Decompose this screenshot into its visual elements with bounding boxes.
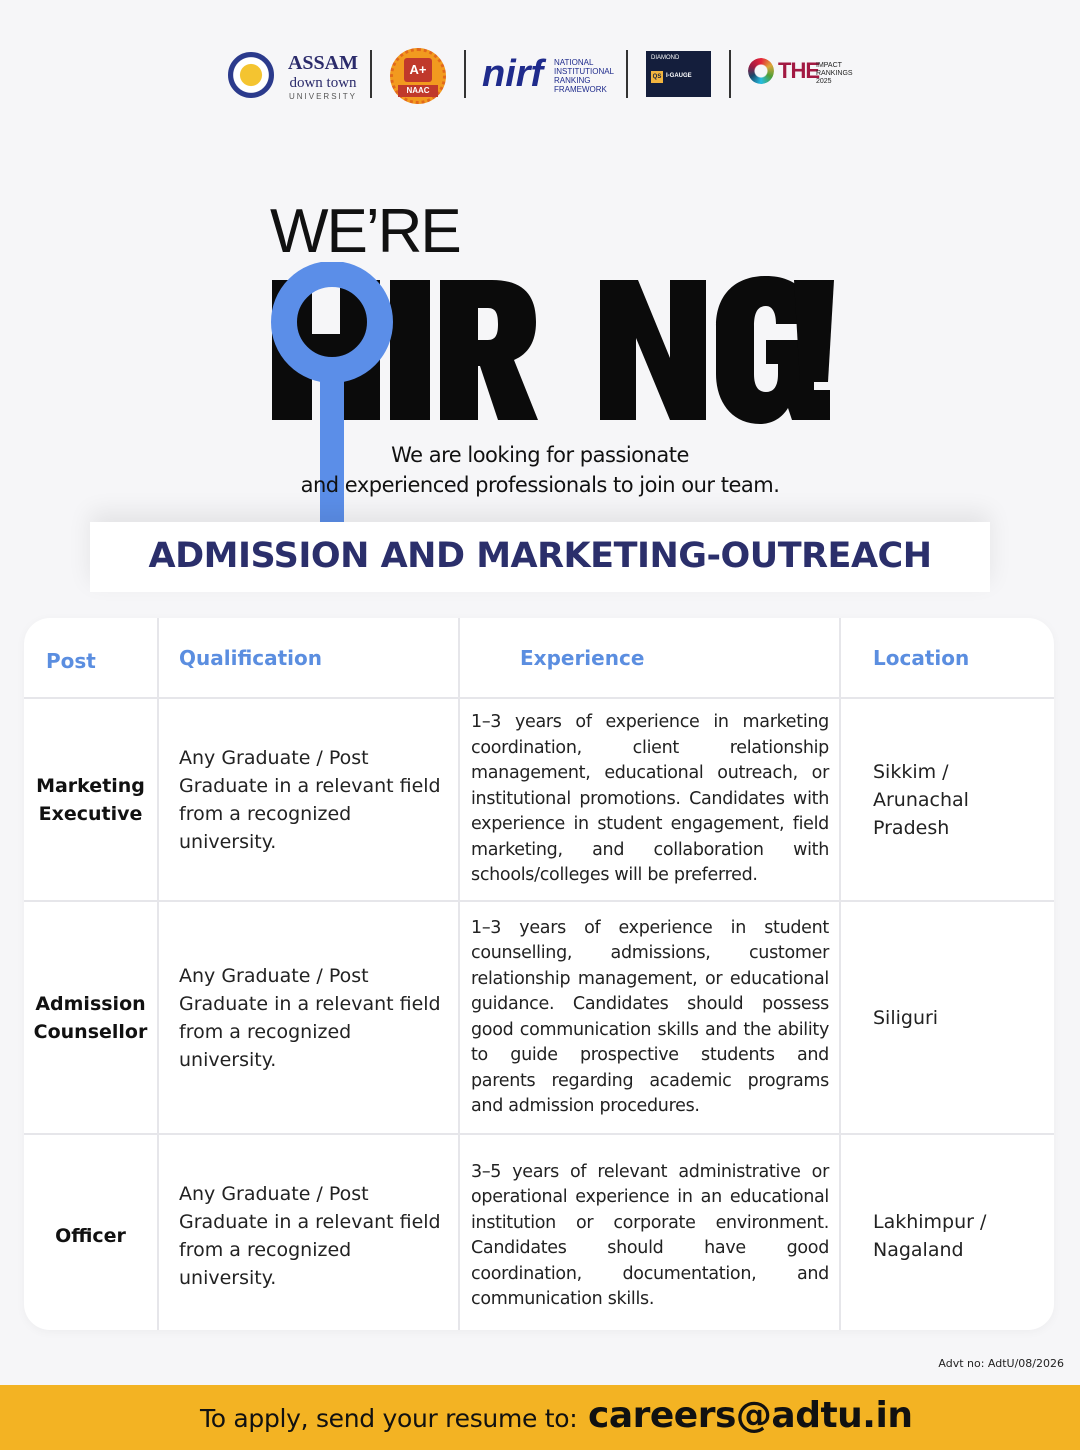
post-title-line1: Officer [55, 1225, 126, 1247]
adtu-logo-line2: down town [289, 75, 357, 91]
adtu-logo [283, 52, 363, 101]
post-cell [24, 1134, 158, 1330]
experience-cell: 3–5 years of relevant administrative or operational experience in an educational institution or corporate environment. Candidates should have good coordination, documentation, and communication skills. [459, 1134, 840, 1330]
adtu-logo-line3: UNIVERSITY [288, 92, 357, 101]
table-header-row [24, 618, 1054, 698]
the-logo: THE [778, 58, 819, 83]
post-title-line2: Counsellor [33, 1020, 148, 1043]
post-title-line1: Marketing [36, 774, 145, 797]
tagline-line2: and experienced professionals to join our team. [300, 473, 780, 497]
qs-mark: QS [651, 71, 663, 83]
tagline-line1: We are looking for passionate [391, 443, 689, 467]
sdg-wheel-icon [748, 58, 774, 84]
nirf-logo [482, 53, 544, 95]
nirf-logo-text: NATIONAL INSTITUTIONAL RANKING FRAMEWORK [554, 58, 614, 94]
header-location: Location [840, 618, 1054, 698]
naac-badge [390, 48, 446, 104]
accreditation-logo-strip [0, 44, 1080, 104]
qualification-cell: Any Graduate / Post Graduate in a relevant field from a recognized university. [158, 698, 459, 901]
logo-divider [464, 50, 466, 98]
careers-email-link[interactable]: careers@adtu.in [588, 1395, 913, 1436]
location-cell [840, 1134, 1054, 1330]
apply-footer-banner [0, 1385, 1080, 1450]
header-qualification: Qualification [158, 618, 459, 698]
qs-name: I-GAUGE [666, 73, 692, 79]
location-cell [840, 698, 1054, 901]
adtu-logo-line1: ASSAM [287, 52, 358, 74]
advertisement-number: Advt no: AdtU/08/2026 [938, 1357, 1064, 1370]
post-title-line1: Admission [35, 992, 146, 1015]
logo-divider [729, 50, 731, 98]
post-cell [24, 698, 158, 901]
table-row [24, 698, 1054, 901]
headline-were: WE’RE [270, 197, 460, 266]
location-line1: Lakhimpur / [873, 1211, 987, 1233]
section-title-banner [90, 522, 990, 592]
job-openings-table-card [24, 618, 1054, 1330]
post-cell [24, 901, 158, 1134]
header-experience: Experience [459, 618, 840, 698]
qs-igauge-badge [646, 51, 711, 97]
the-impact-rankings: IMPACT RANKINGS 2025 [816, 62, 853, 85]
job-openings-table [24, 618, 1054, 1330]
table-row [24, 901, 1054, 1134]
nirf-mark: nirf [482, 53, 544, 95]
qs-tier: DIAMOND [651, 55, 680, 61]
experience-cell: 1–3 years of experience in student counselling, admissions, customer relationship management, or educational guidance. Candidates should possess good communication skills and the ability to guide prospective students and parents regarding academic programs and admission procedures. [459, 901, 840, 1134]
qualification-cell: Any Graduate / Post Graduate in a relevant field from a recognized university. [158, 1134, 459, 1330]
university-seal-icon [228, 52, 274, 98]
naac-label: NAAC [398, 85, 438, 97]
location-line1: Sikkim / [873, 760, 949, 783]
headline-hiring [266, 262, 846, 432]
post-title-line2: Executive [38, 802, 143, 825]
location-line2: Nagaland [873, 1239, 964, 1261]
location-line1: Siliguri [873, 1006, 939, 1029]
section-title: ADMISSION AND MARKETING-OUTREACH [148, 536, 932, 576]
table-row [24, 1134, 1054, 1330]
logo-divider [370, 50, 372, 98]
location-cell [840, 901, 1054, 1134]
qualification-cell: Any Graduate / Post Graduate in a relevant field from a recognized university. [158, 901, 459, 1134]
location-line2: Arunachal Pradesh [873, 788, 969, 839]
naac-grade: A+ [404, 58, 432, 82]
header-post: Post [24, 618, 158, 698]
logo-divider [626, 50, 628, 98]
apply-message: To apply, send your resume to: [200, 1404, 578, 1433]
experience-cell: 1–3 years of experience in marketing coordination, client relationship management, educational outreach, or institutional promotions. Candidates with experience in student engagement, field marketing, and collaboration with schools/colleges will be preferred. [459, 698, 840, 901]
